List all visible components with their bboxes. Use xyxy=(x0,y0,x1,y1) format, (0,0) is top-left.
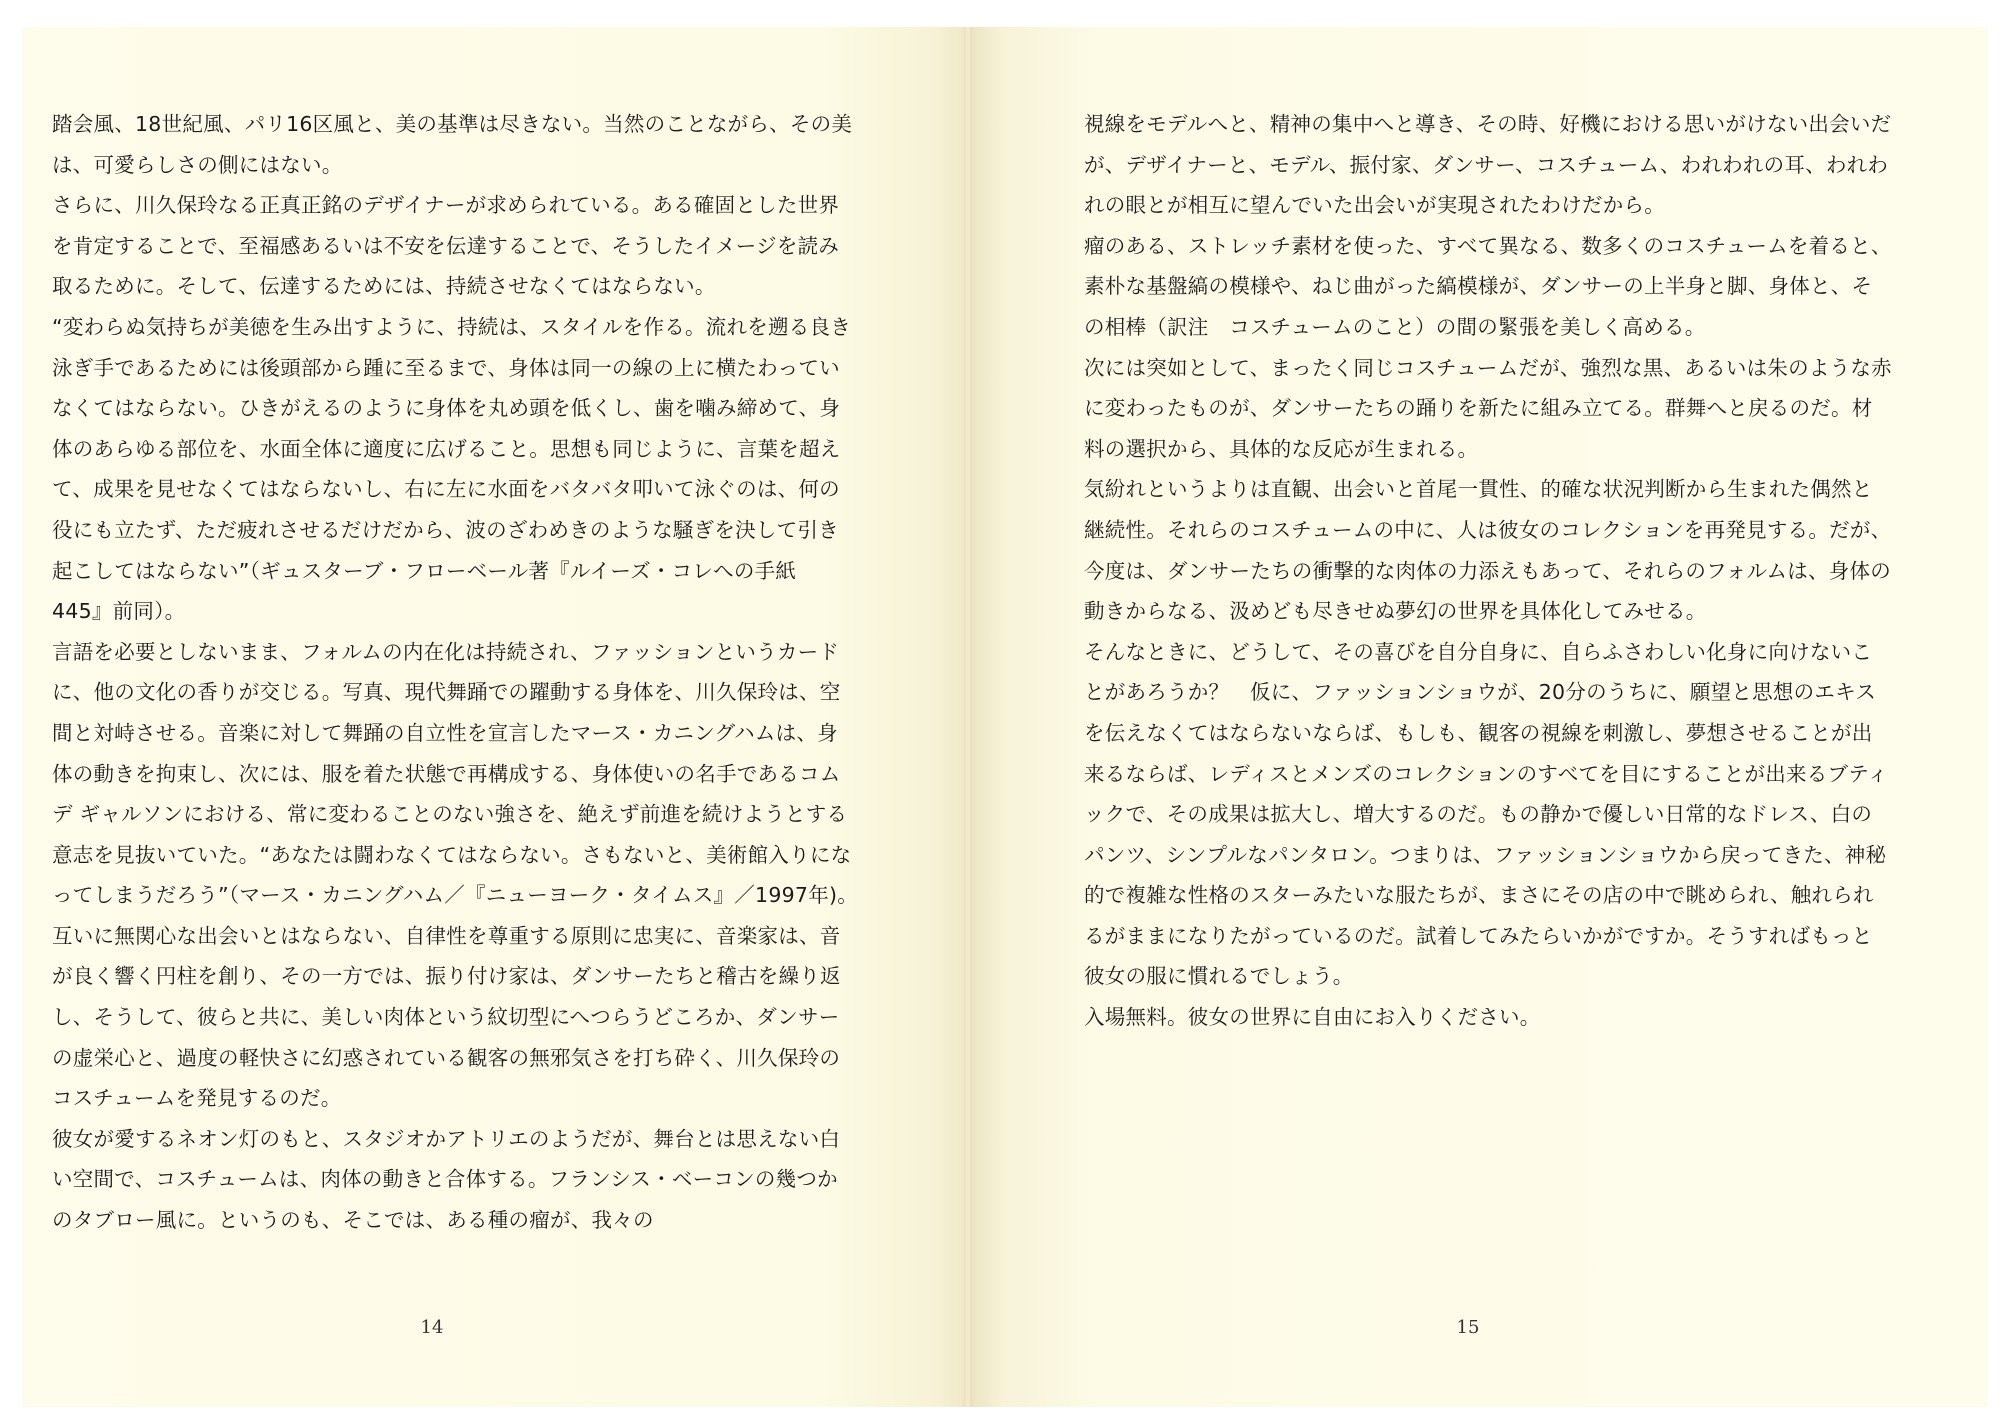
book-gutter xyxy=(964,27,972,1407)
paragraph: 言語を必要としないまま、フォルムの内在化は持続され、ファッションというカードに、他の文化の香りが交じる。写真、現代舞踊での躍動する身体を、川久保玲は、空間と対峙させる。音楽に対して舞踊の自立性を宣言したマース・カニングハムは、身体の動きを拘束し、次には、服を着た状態で再構成する、身体使いの名手であるコム デ ギャルソンにおける、常に変わることのない強さを、絶えず前進を続けようとする意志を見抜いていた。“あなたは闘わなくてはならない。さもないと、美術館入りになってしまうだろう”（マース・カニングハム／『ニューヨーク・タイムス』／1997年)。 xyxy=(52,639,858,908)
left-page-body-text xyxy=(52,104,858,1241)
paragraph: 次には突如として、まったく同じコスチュームだが、強烈な黒、あるいは朱のような赤に変わったものが、ダンサーたちの踊りを新たに組み立てる。群舞へと戻るのだ。材料の選択から、具体的な反応が生まれる。 xyxy=(1084,355,1892,461)
page-number-right: 15 xyxy=(1456,1317,1480,1338)
book-spread xyxy=(22,27,1988,1407)
paragraph: 気紛れというよりは直観、出会いと首尾一貫性、的確な状況判断から生まれた偶然と継続性。それらのコスチュームの中に、人は彼女のコレクションを再発見する。だが、今度は、ダンサーたちの衝撃的な肉体の力添えもあって、それらのフォルムは、身体の動きからなる、汲めども尽きせぬ夢幻の世界を具体化してみせる。 xyxy=(1084,477,1892,624)
paragraph: 彼女が愛するネオン灯のもと、スタジオかアトリエのようだが、舞台とは思えない白い空間で、コスチュームは、肉体の動きと合体する。フランシス・ベーコンの幾つかのタブロー風に。というのも、そこでは、ある種の瘤が、我々の xyxy=(52,1126,841,1233)
paragraph: 瘤のある、ストレッチ素材を使った、すべて異なる、数多くのコスチュームを着ると、素朴な基盤縞の模様や、ねじ曲がった縞模様が、ダンサーの上半身と脚、身体と、その相棒（訳注 コスチュームのこと）の間の緊張を美しく高める。 xyxy=(1084,233,1892,339)
paragraph: そんなときに、どうして、その喜びを自分自身に、自らふさわしい化身に向けないことがあろうか？ 仮に、ファッションショウが、20分のうちに、願望と思想のエキスを伝えなくてはならないならば、もしも、観客の視線を刺激し、夢想させることが出来るならば、レディスとメンズのコレクションのすべてを目にすることが出来るブティックで、その成果は拡大し、増大するのだ。もの静かで優しい日常的なドレス、白のパンツ、シンプルなパンタロン。つまりは、ファッションショウから戻ってきた、神秘的で複雑な性格のスターみたいな服たちが、まさにその店の中で眺められ、触れられるがままになりたがっているのだ。試着してみたらいかがですか。そうすればもっと彼女の服に慣れるでしょう。 xyxy=(1084,639,1889,989)
paragraph: 互いに無関心な出会いとはならない、自律性を尊重する原則に忠実に、音楽家は、音が良く響く円柱を創り、その一方では、振り付け家は、ダンサーたちと稽古を繰り返し、そうして、彼らと共に、美しい肉体という紋切型にへつらうどころか、ダンサーの虚栄心と、過度の軽快さに幻惑されている観客の無邪気さを打ち砕く、川久保玲のコスチュームを発見するのだ。 xyxy=(52,923,841,1111)
paragraph: 視線をモデルへと、精神の集中へと導き、その時、好機における思いがけない出会いだが、デザイナーと、モデル、振付家、ダンサー、コスチューム、われわれの耳、われわれの眼とが相互に望んでいた出会いが実現されたわけだから。 xyxy=(1084,112,1892,218)
paragraph: 踏会風、18世紀風、パリ16区風と、美の基準は尽きない。当然のことながら、その美は、可愛らしさの側にはない。 xyxy=(52,112,853,177)
right-page xyxy=(972,27,1988,1407)
left-page xyxy=(22,27,964,1407)
page-number-left: 14 xyxy=(420,1317,444,1338)
paragraph: 入場無料。彼女の世界に自由にお入りください。 xyxy=(1084,1005,1541,1030)
paragraph: “変わらぬ気持ちが美徳を生み出すように、持続は、スタイルを作る。流れを遡る良き泳ぎ手であるためには後頭部から踵に至るまで、身体は同一の線の上に横たわっていなくてはならない。ひきがえるのように身体を丸め頭を低くし、歯を噛み締めて、身体のあらゆる部位を、水面全体に適度に広げること。思想も同じように、言葉を超えて、成果を見せなくてはならないし、右に左に水面をバタバタ叩いて泳ぐのは、何の役にも立たず、ただ疲れさせるだけだから、波のざわめきのような騒ぎを決して引き起こしてはならない”（ギュスターブ・フローベール著『ルイーズ・コレへの手紙 445』前同）。 xyxy=(52,314,851,624)
right-page-body-text xyxy=(1084,104,1892,1038)
paragraph: さらに、川久保玲なる正真正銘のデザイナーが求められている。ある確固とした世界を肯定することで、至福感あるいは不安を伝達することで、そうしたイメージを読み取るために。そして、伝達するためには、持続させなくてはならない。 xyxy=(52,193,840,299)
